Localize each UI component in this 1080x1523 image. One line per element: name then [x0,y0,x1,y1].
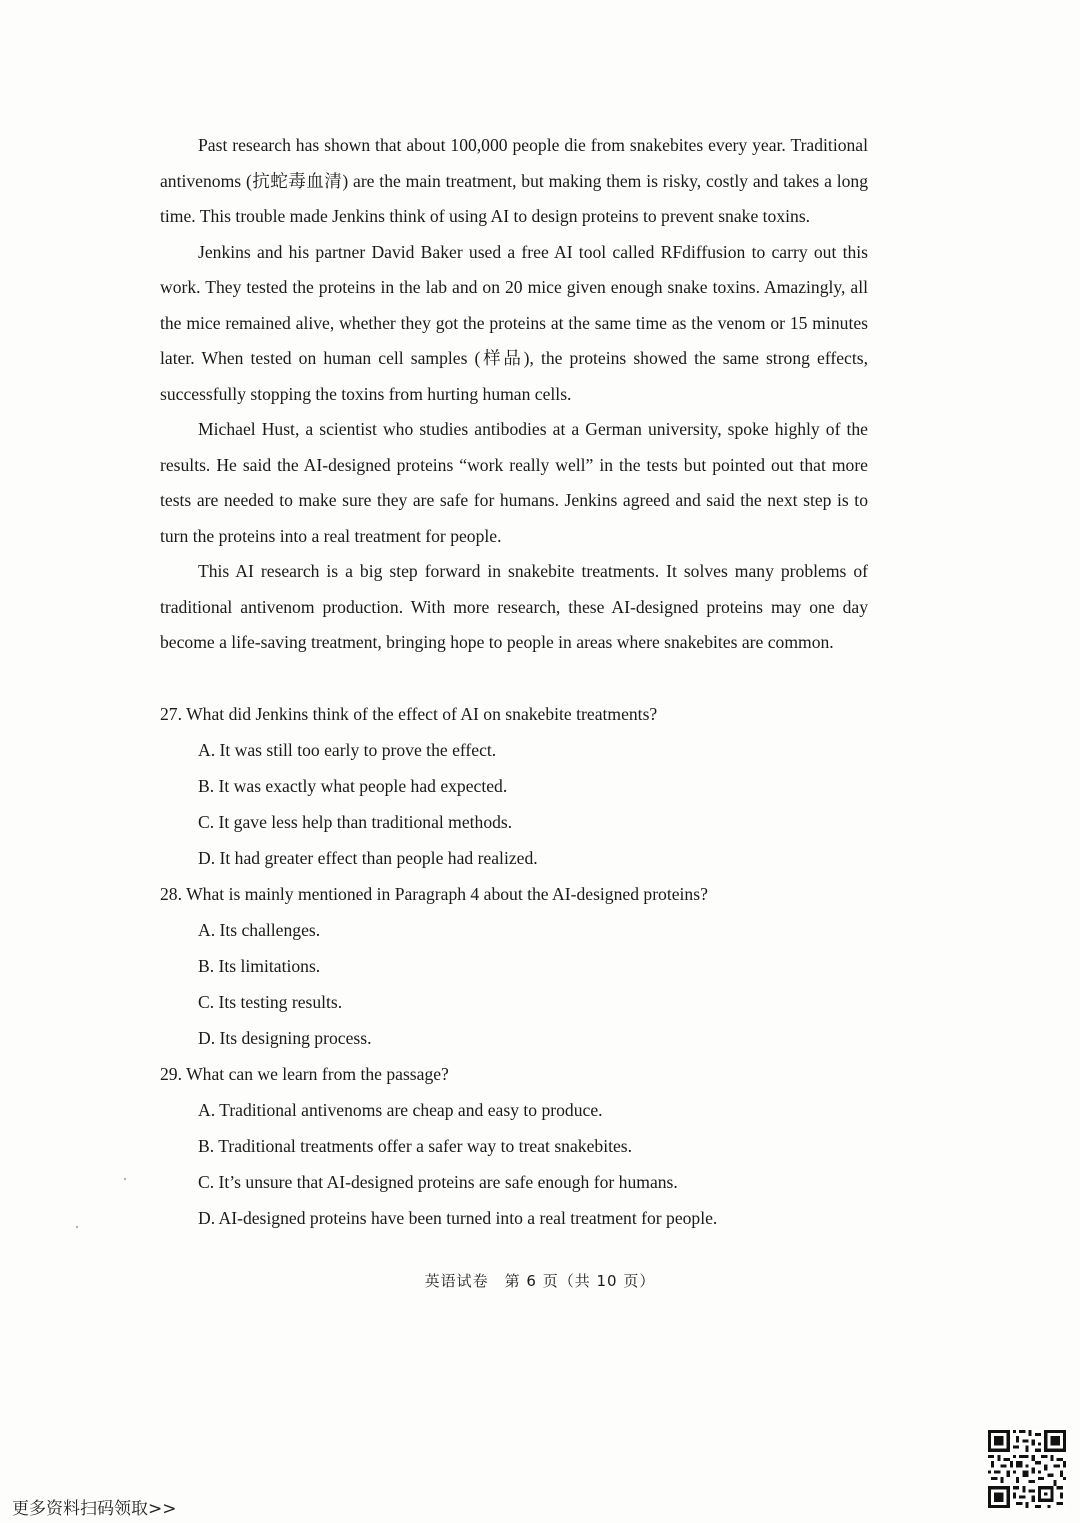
option-a: A. Traditional antivenoms are cheap and easy to produce. [198,1100,603,1120]
option-b: B. Traditional treatments offer a safer way to treat snakebites. [198,1136,633,1156]
scan-speck [76,1226,78,1228]
option-b: B. Its limitations. [198,956,321,976]
question-29 [160,1056,868,1236]
passage-paragraph-2: Jenkins and his partner David Baker used a free AI tool called RFdiffusion to carry out this work. They tested the proteins in the lab and on 20 mice given enough snake toxins. Amazingly, all the mice remained alive, whether they got the proteins at the same time as the venom or 15 minutes later. When tested on human cell samples (样品), the proteins showed the same strong effects, successfully stopping the toxins from hurting human cells. [160,241,868,404]
question-stem: 27. What did Jenkins think of the effect of AI on snakebite treatments? [160,704,658,724]
option-b: B. It was exactly what people had expected. [198,776,508,796]
qr-code-icon[interactable] [988,1430,1066,1508]
question-stem: 28. What is mainly mentioned in Paragraph 4 about the AI-designed proteins? [160,884,708,904]
option-c: C. It gave less help than traditional methods. [198,812,513,832]
scan-speck [124,1178,126,1180]
option-d: D. AI-designed proteins have been turned into a real treatment for people. [198,1208,718,1228]
more-resources-link[interactable]: 更多资料扫码领取>> [12,1499,177,1519]
option-a: A. Its challenges. [198,920,321,940]
question-27 [160,696,868,876]
passage-paragraph-3: Michael Hust, a scientist who studies antibodies at a German university, spoke highly of the results. He said the AI-designed proteins “work really well” in the tests but pointed out that more tests are needed to make sure they are safe for humans. Jenkins agreed and said the next step is to turn the proteins into a real treatment for people. [160,419,868,546]
question-28 [160,876,868,1056]
passage-paragraph-1: Past research has shown that about 100,000 people die from snakebites every year. Traditional antivenoms (抗蛇毒血清) are the main treatment, but making them is risky, costly and takes a long time. This trouble made Jenkins think of using AI to design proteins to prevent snake toxins. [160,135,868,226]
option-d: D. It had greater effect than people had realized. [198,848,538,868]
question-stem: 29. What can we learn from the passage? [160,1064,449,1084]
option-c: C. Its testing results. [198,992,343,1012]
page-footer: 英语试卷 第 6 页（共 10 页） [424,1272,656,1290]
option-a: A. It was still too early to prove the effect. [198,740,497,760]
option-d: D. Its designing process. [198,1028,372,1048]
option-c: C. It’s unsure that AI-designed proteins are safe enough for humans. [198,1172,678,1192]
passage-paragraph-4: This AI research is a big step forward in snakebite treatments. It solves many problems of traditional antivenom production. With more research, these AI-designed proteins may one day become a life-saving treatment, bringing hope to people in areas where snakebites are common. [160,561,868,652]
question-list [160,696,868,1236]
reading-passage [160,128,868,661]
